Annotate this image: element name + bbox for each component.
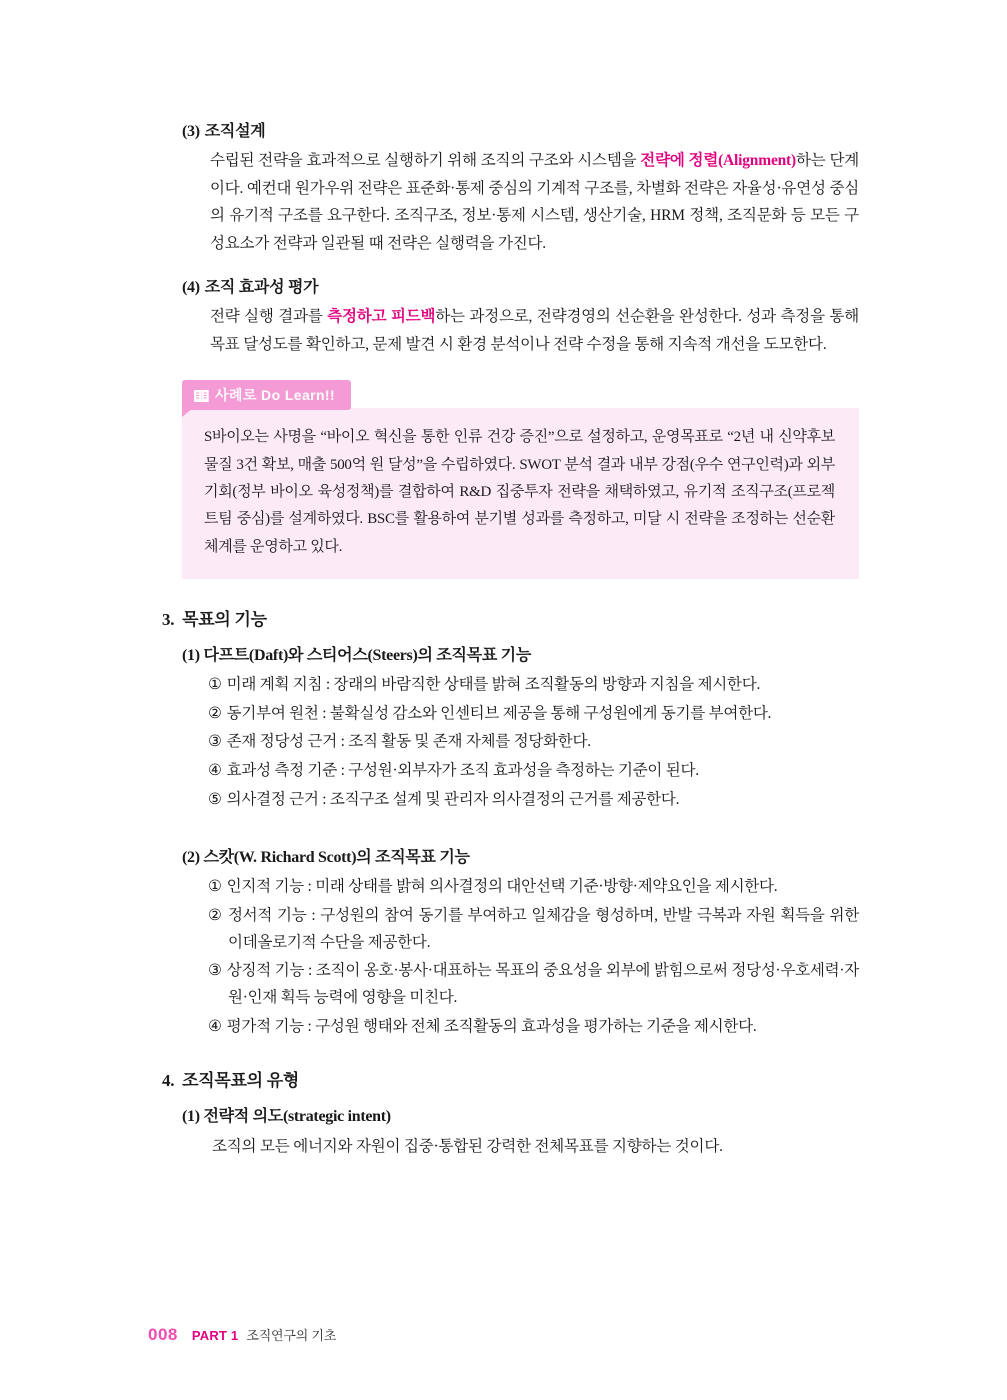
section-4-effectiveness	[182, 274, 859, 358]
case-study-text: S바이오는 사명을 “바이오 혁신을 통한 인류 건강 증진”으로 설정하고, 운영목표로 “2년 내 신약후보물질 3건 확보, 매출 500억 원 달성”을 수립하였다. SWOT 분석 결과 내부 강점(우수 연구인력)과 외부 기회(정부 바이오 육성정책)를 결합하여 R&D 집중투자 전략을 채택하였고, 유기적 조직구조(프로젝트팀 중심)를 설계하였다. BSC를 활용하여 분기별 성과를 측정하고, 미달 시 전략을 조정하는 선순환 체계를 운영하고 있다.	[182, 408, 859, 578]
section-heading-4	[162, 1066, 859, 1091]
page-footer	[148, 1325, 336, 1345]
spacer	[182, 830, 859, 844]
list-item	[208, 787, 859, 814]
section-number: 4.	[162, 1071, 175, 1091]
list-item-text: 정서적 기능 : 구성원의 참여 동기를 부여하고 일체감을 형성하며, 반발 극복과 자원 획득을 위한 이데올로기적 수단을 제공한다.	[227, 906, 859, 951]
section-number: 3.	[162, 609, 175, 629]
sub-heading	[182, 274, 859, 297]
paragraph	[210, 147, 859, 257]
list-item-text: 미래 계획 지침 : 장래의 바람직한 상태를 밝혀 조직활동의 방향과 지침을 제시한다.	[226, 675, 761, 693]
sub-heading	[182, 118, 859, 141]
list-item	[208, 958, 859, 1011]
case-study-tab-label: 사례로 Do Learn!!	[215, 387, 336, 404]
book-icon	[194, 389, 209, 405]
group-strategic-intent	[182, 1103, 859, 1161]
part-label: PART 1	[191, 1328, 239, 1343]
group-title: 스캇(W. Richard Scott)의 조직목표 기능	[203, 849, 470, 867]
list-item-number: ②	[208, 906, 223, 924]
list-item	[208, 903, 859, 956]
highlight-text: 전략에 정렬(Alignment)	[640, 152, 796, 169]
section-heading-3	[162, 605, 859, 630]
group-scott	[182, 844, 859, 1040]
list-item-text: 평가적 기능 : 구성원 행태와 전체 조직활동의 효과성을 평가하는 기준을 제시한다.	[226, 1017, 757, 1035]
page-number: 008	[148, 1325, 178, 1344]
list-item-text: 인지적 기능 : 미래 상태를 밝혀 의사결정의 대안선택 기준·방향·제약요인을 제시한다.	[226, 878, 778, 896]
section-3-design	[182, 118, 859, 257]
group-heading	[182, 1103, 859, 1126]
list-item-number: ③	[208, 733, 222, 751]
list-item-number: ②	[208, 704, 222, 722]
group-title: 전략적 의도(strategic intent)	[203, 1108, 391, 1126]
list-item-number: ④	[208, 1017, 222, 1035]
group-marker: (1)	[182, 1108, 200, 1126]
paragraph	[210, 303, 859, 358]
section-title: 조직목표의 유형	[182, 1071, 299, 1091]
list-item-text: 존재 정당성 근거 : 조직 활동 및 존재 자체를 정당화한다.	[226, 733, 591, 751]
list-item-number: ④	[208, 761, 222, 779]
list-item	[208, 874, 859, 901]
group-heading	[182, 844, 859, 867]
section-title: 목표의 기능	[182, 609, 267, 629]
list-item	[208, 729, 859, 756]
paragraph-part-2: 하는 단계이다. 예컨대 원가우위 전략은 표준화·통제 중심의 기계적 구조를, 차별화 전략은 자율성·유연성 중심의 유기적 구조를 요구한다. 조직구조, 정보·통제 시스템, 생산기술, HRM 정책, 조직문화 등 모든 구성요소가 전략과 일관될 때 전략은 실행력을 가진다.	[210, 152, 859, 252]
list-item-number: ①	[208, 675, 222, 693]
case-study-tab	[182, 380, 351, 410]
list-item-number: ⑤	[208, 790, 222, 808]
sub-heading-marker: (4)	[182, 279, 200, 297]
highlight-text: 측정하고 피드백	[327, 308, 436, 326]
list-item-text: 동기부여 원천 : 불확실성 감소와 인센티브 제공을 통해 구성원에게 동기를 부여한다.	[226, 704, 772, 722]
list-item-text: 효과성 측정 기준 : 구성원·외부자가 조직 효과성을 측정하는 기준이 된다.	[226, 761, 699, 779]
list-daft-steers	[208, 672, 859, 813]
paragraph-part-2: 하는 과정으로, 전략경영의 선순환을 완성한다. 성과 측정을 통해 목표 달성도를 확인하고, 문제 발견 시 환경 분석이나 전략 수정을 통해 지속적 개선을 도모한다.	[210, 308, 859, 353]
list-item	[208, 1014, 859, 1041]
paragraph-part-1: 수립된 전략을 효과적으로 실행하기 위해 조직의 구조와 시스템을	[210, 152, 641, 169]
group-heading	[182, 642, 859, 665]
list-scott	[208, 874, 859, 1040]
sub-heading-marker: (3)	[182, 123, 200, 140]
list-item	[208, 758, 859, 785]
paragraph-part-1: 전략 실행 결과를	[210, 308, 328, 326]
list-item	[208, 672, 859, 699]
list-item-number: ③	[208, 962, 222, 980]
group-marker: (2)	[182, 849, 200, 867]
list-item-text: 의사결정 근거 : 조직구조 설계 및 관리자 의사결정의 근거를 제공한다.	[226, 790, 680, 808]
list-item-number: ①	[208, 878, 222, 896]
group-daft-steers	[182, 642, 859, 813]
list-item	[208, 701, 859, 728]
case-study-callout	[182, 380, 859, 578]
group-title: 다프트(Daft)와 스티어스(Steers)의 조직목표 기능	[203, 646, 531, 664]
sub-heading-title: 조직설계	[204, 123, 266, 140]
list-item-text: 상징적 기능 : 조직이 옹호·봉사·대표하는 목표의 중요성을 외부에 밝힘으로써 정당성·우호세력·자원·인재 획득 능력에 영향을 미친다.	[226, 962, 859, 1006]
group-marker: (1)	[182, 646, 200, 664]
paragraph: 조직의 모든 에너지와 자원이 집중·통합된 강력한 전체목표를 지향하는 것이다.	[212, 1138, 723, 1156]
part-name: 조직연구의 기초	[246, 1328, 337, 1343]
sub-heading-title: 조직 효과성 평가	[204, 279, 319, 297]
